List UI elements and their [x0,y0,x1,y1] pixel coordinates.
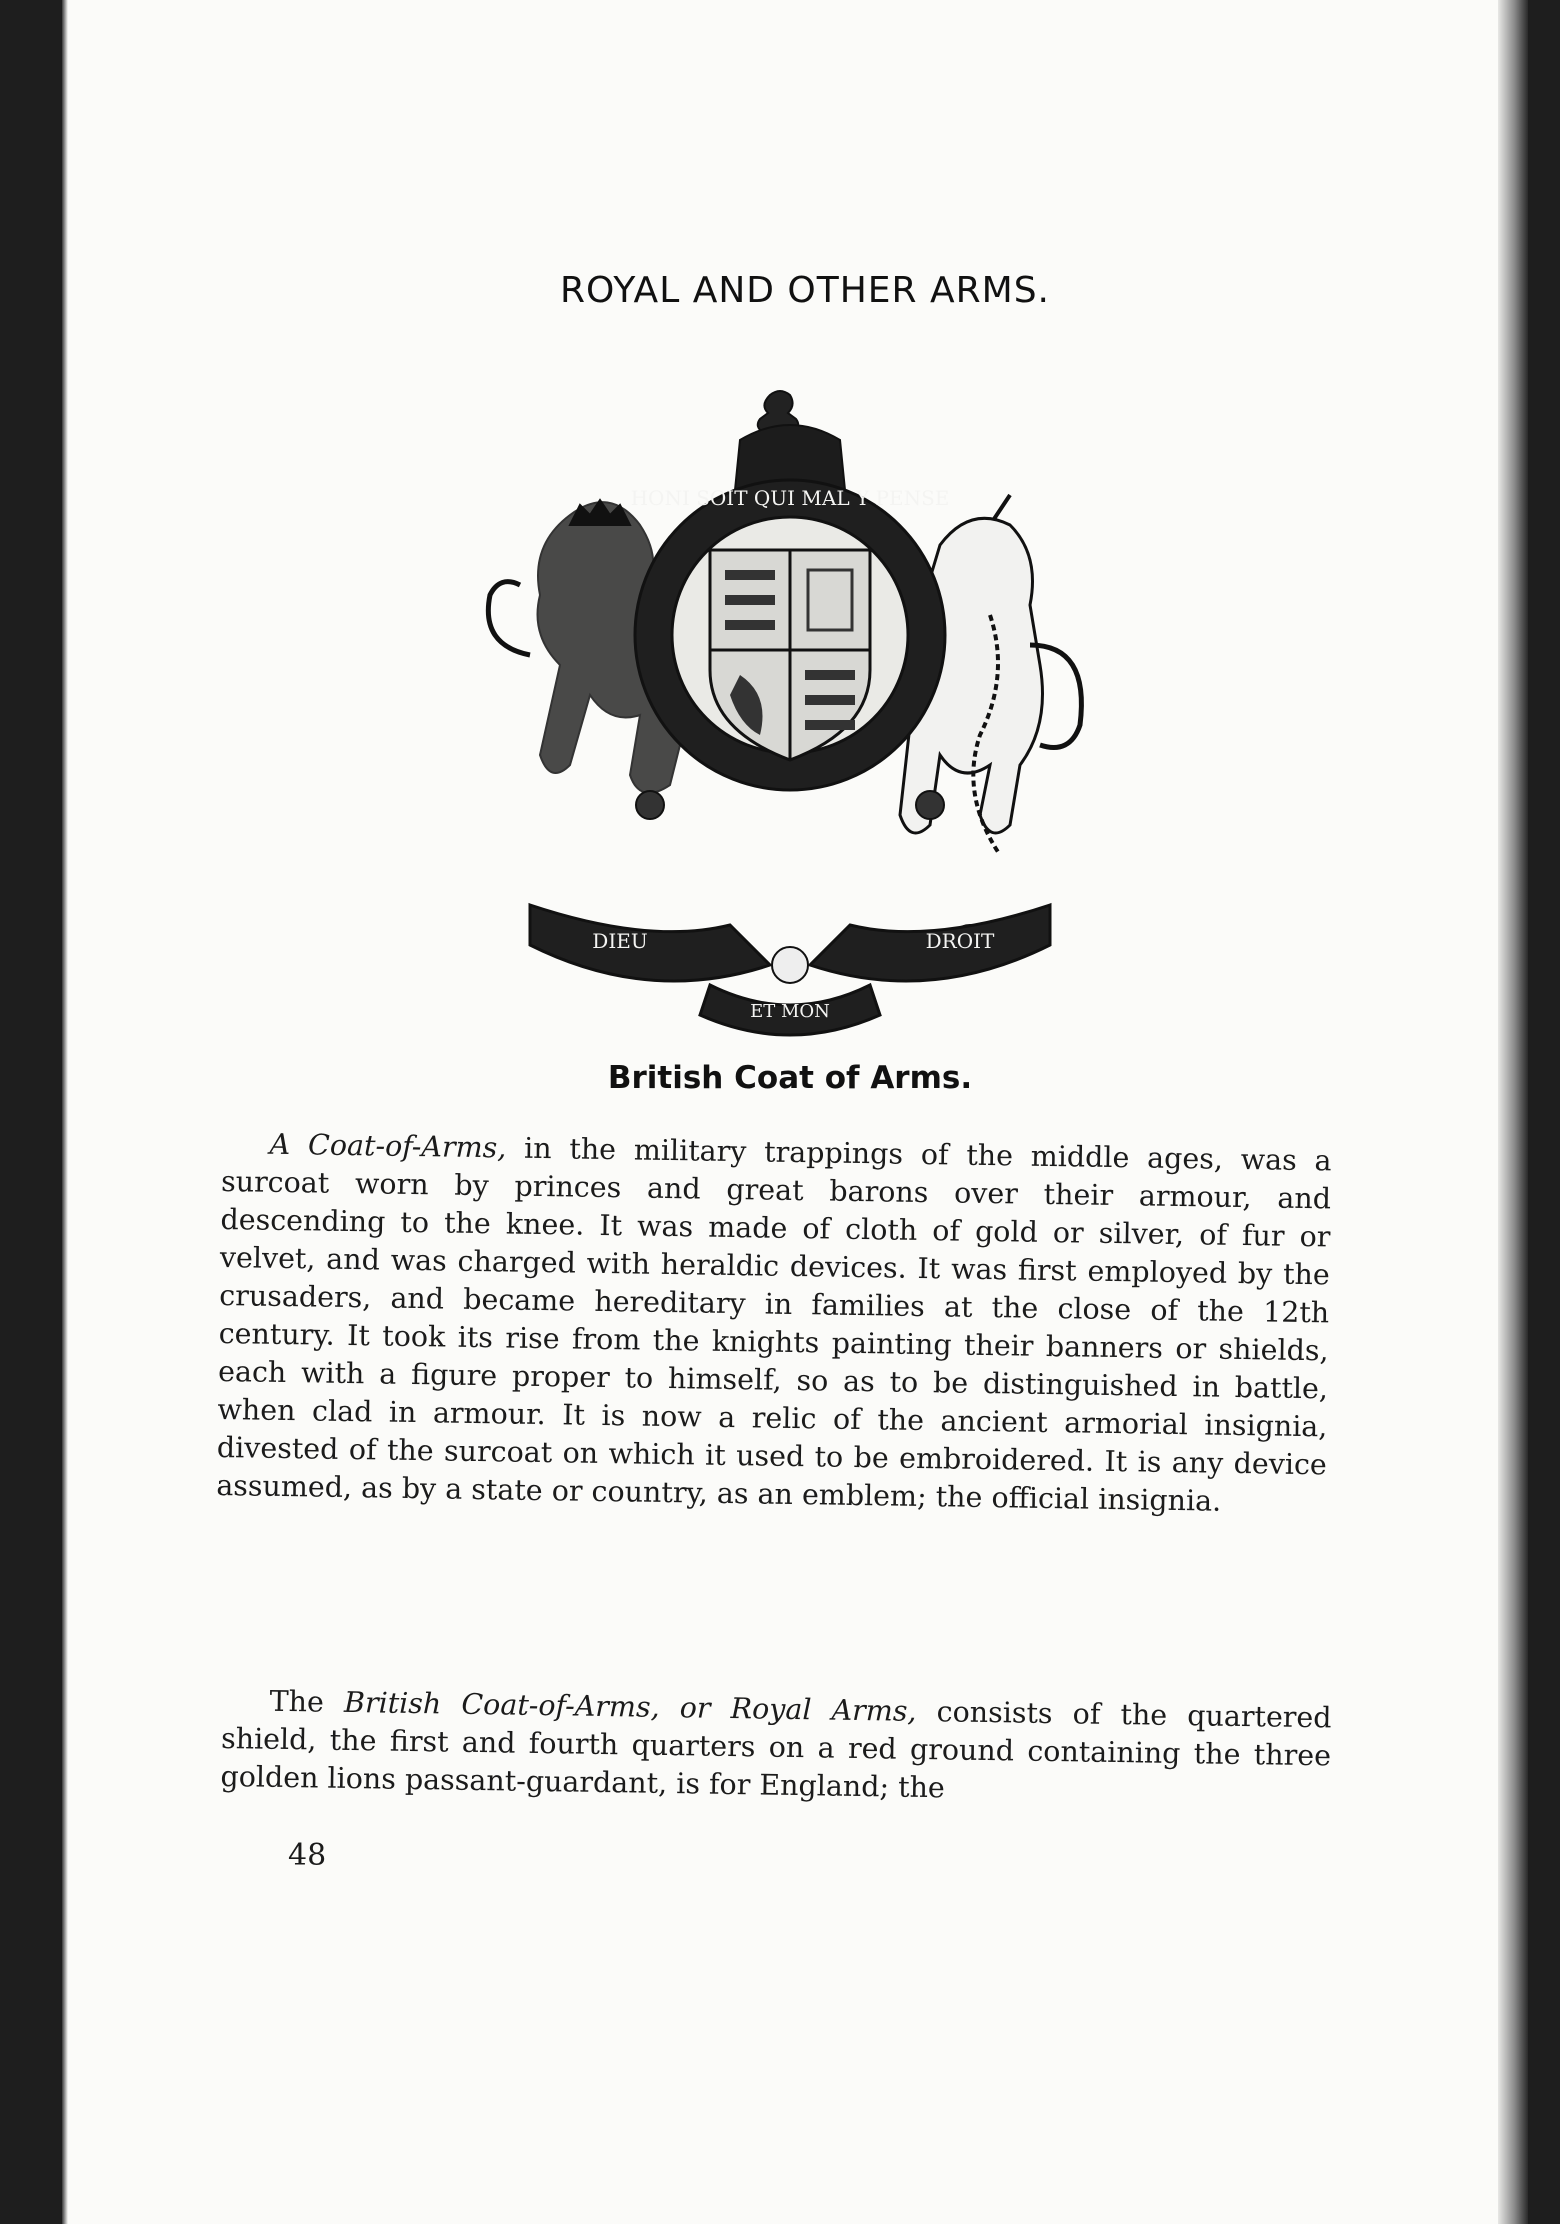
scroll-motto-center: ET MON [750,1001,830,1022]
paragraph-text: consists of the quartered shield, the first and fourth quarters on a red ground containing the three golden lions passant-guardant, is for England; the [220,1694,1332,1805]
page-left-edge [62,0,68,2224]
royal-shield-icon [635,425,945,790]
figure-caption: British Coat of Arms. [607,1060,973,1096]
page-heading: ROYAL AND OTHER ARMS. [559,270,1051,311]
paragraph-lead: The [269,1684,345,1719]
paragraph-coat-of-arms [216,1125,1332,1522]
scroll-motto-right: DROIT [925,929,995,953]
paragraph-italic: British Coat-of-Arms, or Royal Arms, [343,1685,917,1728]
coat-of-arms-illustration [470,385,1110,1065]
garter-motto: HONI SOIT QUI MAL Y PENSE [630,486,950,510]
paragraph-text: in the military trappings of the middle ages, was a surcoat worn by princes and great barons over their armour, and descending to the knee. It was made of cloth of gold or silver, of fur or velvet, and was charged with heraldic devices. It was first employed by the crusaders, and became hereditary in families at the close of the 12th century. It took its rise from the knights painting their banners or shields, each with a figure proper to himself, so as to be distinguished in battle, when clad in armour. It is now a relic of the ancient armorial insignia, divested of the surcoat on which it used to be embroidered. It is any device assumed, as by a state or country, as an emblem; the official insignia. [216,1131,1332,1518]
scroll-motto-left: DIEU [592,929,648,953]
paragraph-lead-italic: A Coat-of-Arms, [269,1127,507,1165]
page-number: 48 [288,1838,327,1873]
page-right-edge [1498,0,1528,2224]
book-page [62,0,1518,2224]
paragraph-royal-arms [220,1682,1332,1813]
